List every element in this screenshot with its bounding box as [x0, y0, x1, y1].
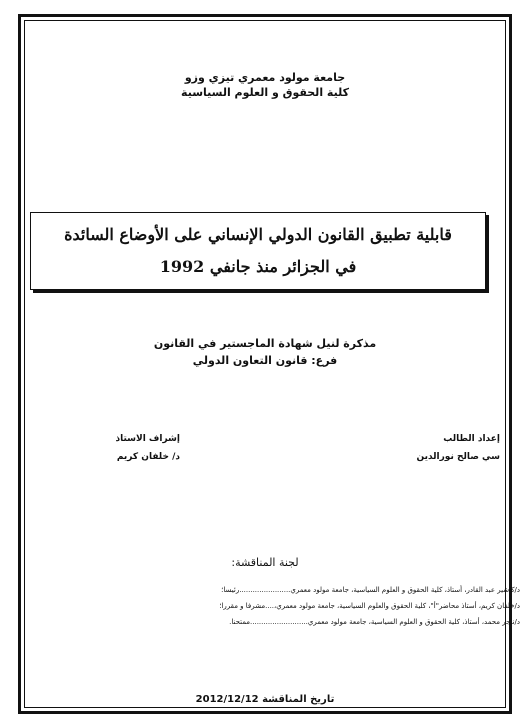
- committee-list: [20, 582, 520, 630]
- thesis-title-line1: قابلية تطبيق القانون الدولي الإنساني على الأوضاع السائدة: [64, 225, 452, 244]
- degree-text: مذكرة لنيل شهادة الماجستير في القانون: [153, 337, 377, 350]
- faculty-name: كلية الحقوق و العلوم السياسية: [181, 86, 349, 99]
- university-name: جامعة مولود معمري تيزي وزو: [184, 71, 346, 84]
- supervisor-block: [60, 430, 180, 466]
- thesis-title-box: [30, 212, 486, 290]
- student-block: [416, 430, 500, 466]
- supervisor-name: د/ خلفان كريم: [116, 452, 180, 462]
- thesis-title-line2: في الجزائر منذ جانفي 1992: [159, 257, 357, 276]
- student-label: إعداد الطالب: [443, 434, 500, 444]
- committee-member: د/خلفان كريم، أستاذ محاضر"أ"، كلية الحقوق والعلوم السياسية، جامعة مولود معمري،....مشرفا و مقررا؛: [219, 602, 520, 610]
- supervisor-label: إشراف الاستاذ: [115, 434, 180, 444]
- student-name: سي صالح نورالدين: [416, 452, 500, 462]
- institution-header: [0, 70, 530, 100]
- committee-member: د/ناجر محمد، أستاذ، كلية الحقوق و العلوم السياسية، جامعة مولود معمري..........................ممتحنا.: [229, 618, 520, 626]
- thesis-info: [0, 335, 530, 369]
- committee-title: لجنة المناقشة:: [231, 556, 299, 569]
- committee-member: د/كاشير عبد القادر، أستاذ، كلية الحقوق و العلوم السياسية، جامعة مولود معمري.......................رئيسا؛: [221, 586, 520, 594]
- branch-text: فرع: قانون التعاون الدولي: [192, 354, 338, 367]
- defense-date: تاريخ المناقشة 2012/12/12: [195, 694, 335, 705]
